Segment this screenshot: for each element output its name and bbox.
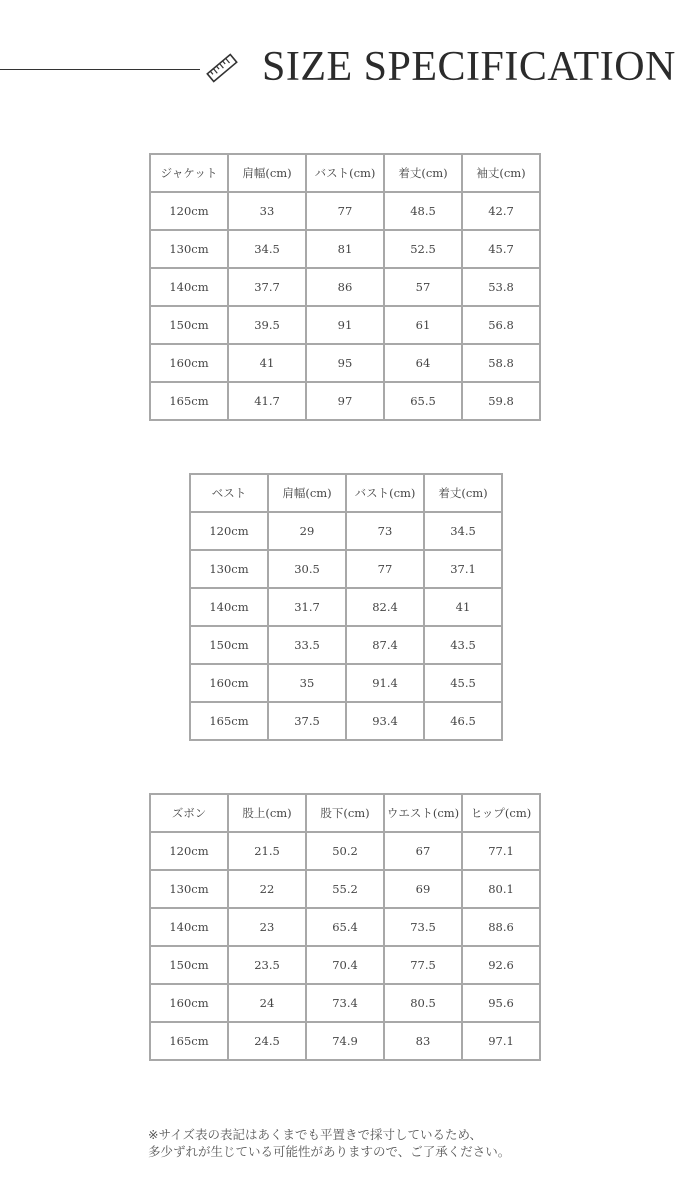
size-label-cell: 160cm [150,344,228,382]
table-row [150,984,540,1022]
table-row [150,946,540,984]
measurement-note [148,1126,510,1160]
table-cell: 57 [384,268,462,306]
table-cell: 23 [228,908,306,946]
size-label-cell: 120cm [150,192,228,230]
column-header: ヒップ(cm) [462,794,540,832]
note-line: ※サイズ表の表記はあくまでも平置きで採寸しているため、 [148,1127,482,1142]
table-cell: 45.7 [462,230,540,268]
table-cell: 77.5 [384,946,462,984]
page-title: SIZE SPECIFICATION [262,44,676,90]
size-label-cell: 150cm [150,946,228,984]
ruler-icon [204,52,240,84]
table-cell: 80.1 [462,870,540,908]
column-header: ウエスト(cm) [384,794,462,832]
size-label-cell: 150cm [150,306,228,344]
table-row [150,230,540,268]
column-header: 股上(cm) [228,794,306,832]
table-row [150,382,540,420]
size-label-cell: 160cm [190,664,268,702]
table-cell: 22 [228,870,306,908]
table-cell: 88.6 [462,908,540,946]
column-header: ズボン [150,794,228,832]
column-header: 着丈(cm) [384,154,462,192]
table-cell: 34.5 [228,230,306,268]
table-cell: 82.4 [346,588,424,626]
table-row [150,870,540,908]
table-cell: 70.4 [306,946,384,984]
column-header: バスト(cm) [346,474,424,512]
table-cell: 59.8 [462,382,540,420]
pants-size-table [149,793,541,1061]
table-cell: 24 [228,984,306,1022]
table-cell: 41 [228,344,306,382]
table-row [190,626,502,664]
size-label-cell: 130cm [150,870,228,908]
table-cell: 77.1 [462,832,540,870]
table-header-row [150,794,540,832]
table-cell: 37.1 [424,550,502,588]
table-cell: 46.5 [424,702,502,740]
note-line: 多少ずれが生じている可能性がありますので、ご了承ください。 [148,1144,511,1159]
size-label-cell: 140cm [150,268,228,306]
table-cell: 35 [268,664,346,702]
table-cell: 92.6 [462,946,540,984]
column-header: 股下(cm) [306,794,384,832]
table-row [150,344,540,382]
table-cell: 73.4 [306,984,384,1022]
table-cell: 34.5 [424,512,502,550]
table-row [190,550,502,588]
table-cell: 52.5 [384,230,462,268]
table-cell: 97 [306,382,384,420]
table-cell: 30.5 [268,550,346,588]
size-label-cell: 165cm [150,382,228,420]
table-row [190,702,502,740]
size-label-cell: 120cm [150,832,228,870]
table-cell: 21.5 [228,832,306,870]
column-header: 肩幅(cm) [268,474,346,512]
table-cell: 56.8 [462,306,540,344]
size-label-cell: 160cm [150,984,228,1022]
table-cell: 41 [424,588,502,626]
table-cell: 45.5 [424,664,502,702]
table-cell: 77 [306,192,384,230]
table-cell: 50.2 [306,832,384,870]
size-label-cell: 130cm [190,550,268,588]
table-cell: 80.5 [384,984,462,1022]
table-cell: 65.4 [306,908,384,946]
table-cell: 58.8 [462,344,540,382]
size-label-cell: 140cm [190,588,268,626]
table-cell: 65.5 [384,382,462,420]
table-cell: 86 [306,268,384,306]
table-cell: 53.8 [462,268,540,306]
size-label-cell: 150cm [190,626,268,664]
table-cell: 29 [268,512,346,550]
column-header: ジャケット [150,154,228,192]
table-cell: 91.4 [346,664,424,702]
table-cell: 87.4 [346,626,424,664]
table-cell: 37.7 [228,268,306,306]
table-cell: 73.5 [384,908,462,946]
column-header: 肩幅(cm) [228,154,306,192]
table-cell: 23.5 [228,946,306,984]
table-cell: 33.5 [268,626,346,664]
table-cell: 37.5 [268,702,346,740]
table-cell: 97.1 [462,1022,540,1060]
column-header: バスト(cm) [306,154,384,192]
table-cell: 83 [384,1022,462,1060]
page-header [0,40,700,110]
table-row [190,512,502,550]
table-row [190,664,502,702]
table-header-row [150,154,540,192]
size-label-cell: 165cm [150,1022,228,1060]
table-row [150,192,540,230]
table-cell: 81 [306,230,384,268]
column-header: 着丈(cm) [424,474,502,512]
table-cell: 93.4 [346,702,424,740]
table-row [190,588,502,626]
table-row [150,306,540,344]
table-cell: 74.9 [306,1022,384,1060]
table-cell: 61 [384,306,462,344]
table-cell: 39.5 [228,306,306,344]
table-cell: 55.2 [306,870,384,908]
table-cell: 33 [228,192,306,230]
table-row [150,832,540,870]
column-header: 袖丈(cm) [462,154,540,192]
column-header: ベスト [190,474,268,512]
table-row [150,268,540,306]
table-cell: 42.7 [462,192,540,230]
table-row [150,908,540,946]
table-cell: 64 [384,344,462,382]
size-label-cell: 165cm [190,702,268,740]
table-cell: 67 [384,832,462,870]
table-header-row [190,474,502,512]
table-cell: 24.5 [228,1022,306,1060]
size-label-cell: 120cm [190,512,268,550]
table-cell: 77 [346,550,424,588]
table-row [150,1022,540,1060]
size-label-cell: 130cm [150,230,228,268]
table-cell: 69 [384,870,462,908]
header-divider-line [0,69,200,70]
table-cell: 31.7 [268,588,346,626]
vest-size-table [189,473,503,741]
table-cell: 95 [306,344,384,382]
table-cell: 41.7 [228,382,306,420]
jacket-size-table [149,153,541,421]
table-cell: 95.6 [462,984,540,1022]
table-cell: 43.5 [424,626,502,664]
table-cell: 91 [306,306,384,344]
size-label-cell: 140cm [150,908,228,946]
table-cell: 48.5 [384,192,462,230]
table-cell: 73 [346,512,424,550]
